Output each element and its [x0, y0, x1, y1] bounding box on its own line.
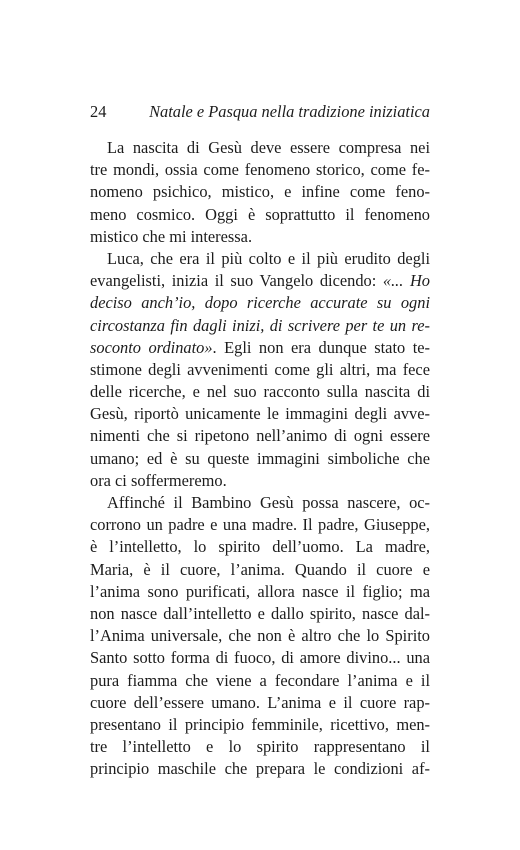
page-number: 24	[90, 102, 107, 121]
page-header	[90, 101, 430, 123]
text-line: meno cosmico. Oggi è soprattutto il fenomeno	[90, 204, 430, 224]
text-line: nimenti che si ripetono nell’animo di ogni essere	[90, 426, 430, 446]
text-span: . Egli non era dunque stato te-	[212, 337, 430, 357]
text-line	[90, 337, 430, 359]
paragraph-3	[90, 492, 430, 780]
text-line: è l’intelletto, lo spirito dell’uomo. La madre,	[90, 537, 430, 557]
quote-line: deciso anch’io, dopo ricerche accurate su ogni	[90, 293, 430, 313]
text-line: principio maschile che prepara le condizioni af-	[90, 759, 430, 779]
text-line: l’Anima universale, che non è altro che lo Spirito	[90, 626, 430, 646]
paragraph-2	[90, 248, 430, 492]
text-line	[90, 270, 430, 292]
text-line: stimone degli avvenimenti come gli altri, ma fece	[90, 359, 430, 379]
quote-line: circostanza fin dagli inizi, di scrivere per te un re-	[90, 315, 430, 335]
running-title: Natale e Pasqua nella tradizione iniziatica	[149, 102, 430, 121]
paragraph-1	[90, 137, 430, 248]
text-line: tre l’intelletto e lo spirito rappresentano il	[90, 737, 430, 757]
text-line: mistico che mi interessa.	[90, 226, 253, 246]
text-line: cuore dell’essere umano. L’anima e il cuore rap-	[90, 692, 430, 712]
quote-span: «... Ho	[382, 271, 430, 291]
text-line: La nascita di Gesù deve essere compresa nei	[107, 138, 430, 157]
text-line: presentano il principio femminile, ricettivo, men-	[90, 714, 430, 734]
text-line: non nasce dall’intelletto e dallo spirito, nasce dal-	[90, 603, 430, 623]
text-span: evangelisti, inizia il suo Vangelo dicendo:	[90, 271, 383, 291]
text-line: delle ricerche, e nel suo racconto sulla nascita di	[90, 382, 430, 402]
text-line: Affinché il Bambino Gesù possa nascere, oc-	[107, 493, 430, 512]
text-line: pura fiamma che viene a fecondare l’anima e il	[90, 670, 430, 690]
text-line: ora ci soffermeremo.	[90, 470, 227, 490]
text-line: Gesù, riportò unicamente le immagini degli avve-	[90, 404, 430, 424]
text-line: nomeno psichico, mistico, e infine come feno-	[90, 182, 430, 202]
text-line: l’anima sono purificati, allora nasce il figlio; ma	[90, 581, 430, 601]
quote-span: soconto ordinato»	[90, 337, 213, 357]
text-line: umano; ed è su queste immagini simboliche che	[90, 448, 430, 468]
text-line: Santo sotto forma di fuoco, di amore divino... una	[90, 648, 430, 668]
text-line: Luca, che era il più colto e il più erudito degli	[107, 248, 430, 268]
text-line: Maria, è il cuore, l’anima. Quando il cuore e	[90, 559, 430, 579]
text-line: corrono un padre e una madre. Il padre, Giuseppe,	[90, 515, 430, 535]
body-text	[90, 137, 430, 780]
text-line: tre mondi, ossia come fenomeno storico, come fe-	[90, 160, 430, 180]
